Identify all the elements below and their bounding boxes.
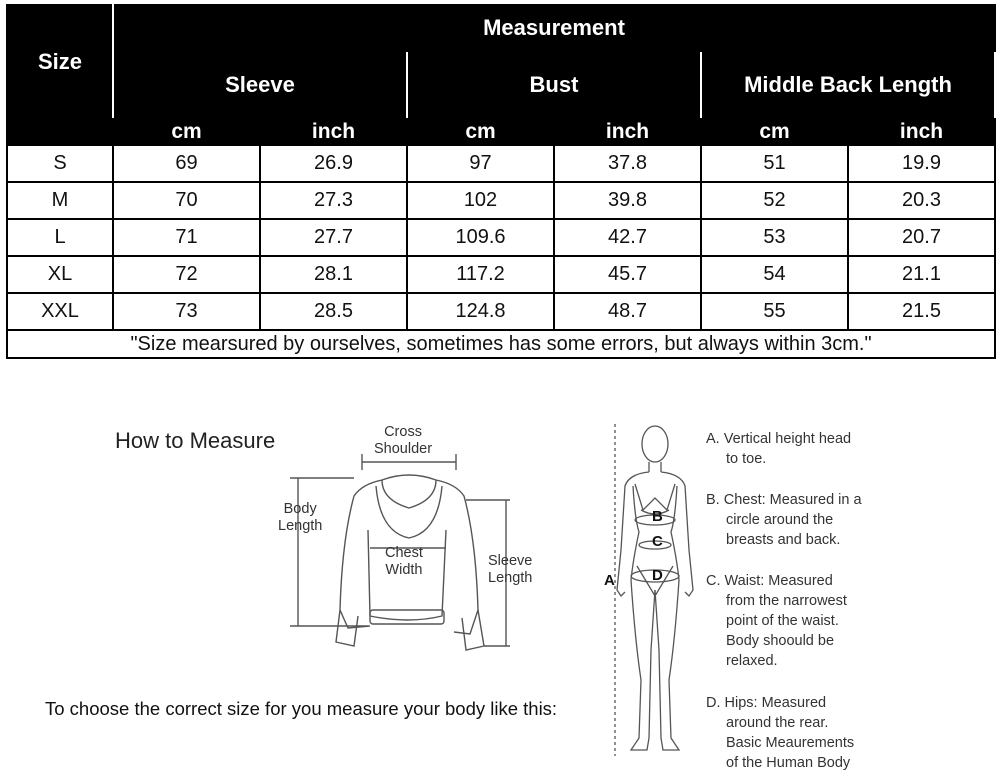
value-cell: 97 (407, 145, 554, 182)
desc-line: A. Vertical height head (706, 431, 852, 447)
value-cell: 20.3 (848, 182, 995, 219)
value-cell: 28.1 (260, 256, 407, 293)
desc-line: C. Waist: Measured (706, 573, 833, 589)
value-cell: 117.2 (407, 256, 554, 293)
desc-line: point of the waist. (726, 613, 839, 629)
value-cell: 69 (113, 145, 260, 182)
unit-header: cm (701, 119, 848, 145)
value-cell: 73 (113, 293, 260, 330)
desc-d (706, 693, 854, 773)
cross-shoulder-text: Shoulder (374, 441, 433, 457)
desc-line: breasts and back. (726, 532, 841, 548)
letter-c: C (652, 533, 663, 550)
desc-a (706, 429, 851, 469)
value-cell: 39.8 (554, 182, 701, 219)
table-row (7, 219, 995, 256)
measurement-header: Measurement (113, 5, 995, 51)
cross-shoulder-text: Cross (384, 424, 422, 440)
value-cell: 54 (701, 256, 848, 293)
desc-line: around the rear. (726, 715, 829, 731)
value-cell: 20.7 (848, 219, 995, 256)
desc-line: of the Human Body (726, 755, 851, 771)
size-chart-table (6, 4, 996, 359)
value-cell: 42.7 (554, 219, 701, 256)
value-cell: 102 (407, 182, 554, 219)
chest-width-text: Width (385, 562, 423, 578)
unit-header: inch (260, 119, 407, 145)
value-cell: 21.1 (848, 256, 995, 293)
size-cell: S (7, 145, 113, 182)
value-cell: 109.6 (407, 219, 554, 256)
how-to-measure-title: How to Measure (115, 428, 276, 453)
desc-line: Body shoould be (726, 633, 835, 649)
size-cell: L (7, 219, 113, 256)
body-length-label (278, 501, 322, 535)
value-cell: 53 (701, 219, 848, 256)
letter-b: B (652, 508, 663, 525)
value-cell: 19.9 (848, 145, 995, 182)
table-row (7, 145, 995, 182)
unit-header: cm (407, 119, 554, 145)
chest-width-label (385, 545, 423, 579)
human-body-diagram-icon (595, 420, 705, 760)
measurement-note: "Size mearsured by ourselves, sometimes has some errors, but always within 3cm." (7, 330, 995, 358)
value-cell: 124.8 (407, 293, 554, 330)
size-cell: XL (7, 256, 113, 293)
value-cell: 28.5 (260, 293, 407, 330)
sleeve-length-label (488, 553, 532, 587)
value-cell: 72 (113, 256, 260, 293)
value-cell: 45.7 (554, 256, 701, 293)
value-cell: 52 (701, 182, 848, 219)
value-cell: 48.7 (554, 293, 701, 330)
desc-line: circle around the (726, 512, 834, 528)
chest-width-text: Chest (385, 545, 423, 561)
size-cell: M (7, 182, 113, 219)
choose-size-text: To choose the correct size for you measure your body like this: (45, 698, 558, 719)
value-cell: 26.9 (260, 145, 407, 182)
desc-line: B. Chest: Measured in a (706, 492, 862, 508)
sleeve-length-text: Length (488, 570, 533, 586)
desc-b (706, 490, 862, 550)
value-cell: 27.7 (260, 219, 407, 256)
value-cell: 21.5 (848, 293, 995, 330)
value-cell: 37.8 (554, 145, 701, 182)
value-cell: 71 (113, 219, 260, 256)
letter-d: D (652, 567, 663, 584)
sleeve-length-text: Sleeve (488, 553, 533, 569)
size-cell: XXL (7, 293, 113, 330)
unit-spacer (7, 119, 113, 145)
value-cell: 27.3 (260, 182, 407, 219)
desc-line: Basic Meaurements (726, 735, 855, 751)
value-cell: 70 (113, 182, 260, 219)
table-row (7, 293, 995, 330)
cross-shoulder-label (374, 424, 432, 458)
value-cell: 55 (701, 293, 848, 330)
sleeve-header: Sleeve (113, 51, 407, 119)
back-length-header: Middle Back Length (701, 51, 995, 119)
unit-header: inch (848, 119, 995, 145)
bust-header: Bust (407, 51, 701, 119)
size-header: Size (7, 5, 113, 119)
desc-line: relaxed. (726, 653, 778, 669)
table-row (7, 256, 995, 293)
unit-header: inch (554, 119, 701, 145)
desc-line: from the narrowest (726, 593, 847, 609)
value-cell: 51 (701, 145, 848, 182)
desc-line: to toe. (726, 451, 767, 467)
letter-a: A (604, 572, 615, 589)
table-row (7, 182, 995, 219)
desc-c (706, 571, 847, 671)
body-length-text: Length (278, 518, 323, 534)
desc-line: D. Hips: Measured (706, 695, 827, 711)
unit-header: cm (113, 119, 260, 145)
body-length-text: Body (283, 501, 317, 517)
